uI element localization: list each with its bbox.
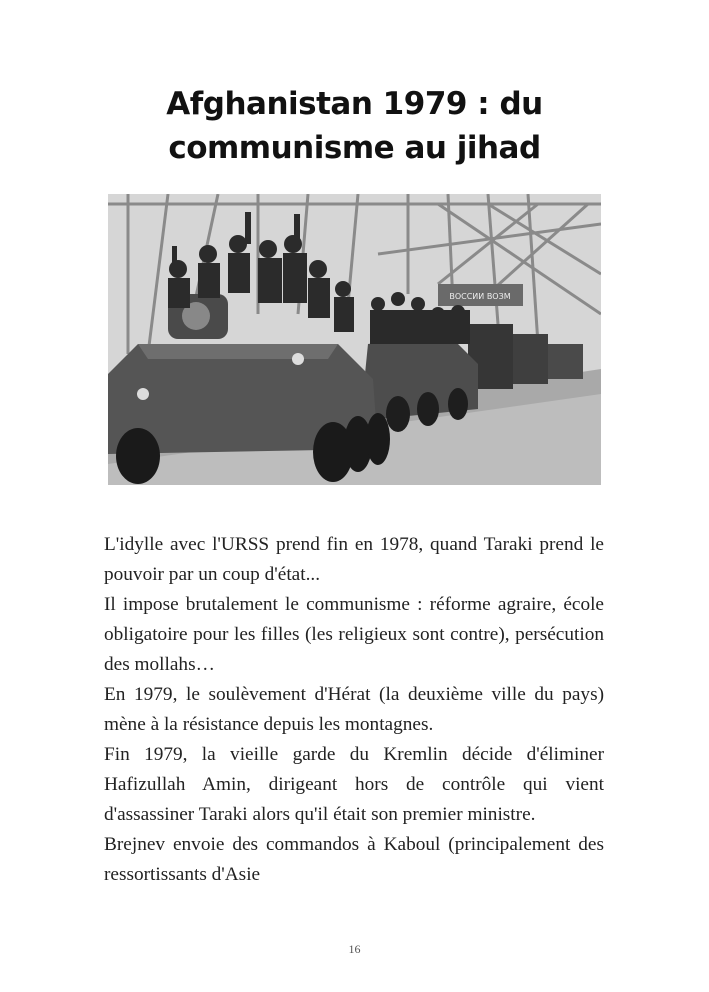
convoy-photo [108,194,601,485]
page-title [0,82,709,170]
paragraph-2: Il impose brutalement le communisme : réforme agraire, école obligatoire pour les filles (les religieux sont contre), persécution des mollahs… [104,594,604,675]
paragraph-3: En 1979, le soulèvement d'Hérat (la deuxième ville du pays) mène à la résistance depuis les montagnes. [104,684,604,735]
title-line-1: Afghanistan 1979 : du [166,86,543,122]
paragraph-5: Brejnev envoie des commandos à Kaboul (principalement des ressortissants d'Asie [104,834,604,885]
title-line-2: communisme au jihad [168,130,541,166]
paragraph-4: Fin 1979, la vieille garde du Kremlin décide d'éliminer Hafizullah Amin, dirigeant hors de contrôle qui vient d'assassiner Taraki alors qu'il était son premier ministre. [104,744,604,825]
paragraph-1: L'idylle avec l'URSS prend fin en 1978, quand Taraki prend le pouvoir par un coup d'état... [104,534,604,585]
body-text [104,530,604,890]
banner-text: ВОССИИ ВОЗМ [449,292,511,301]
convoy-illustration [108,194,601,485]
page-number: 16 [348,942,361,956]
